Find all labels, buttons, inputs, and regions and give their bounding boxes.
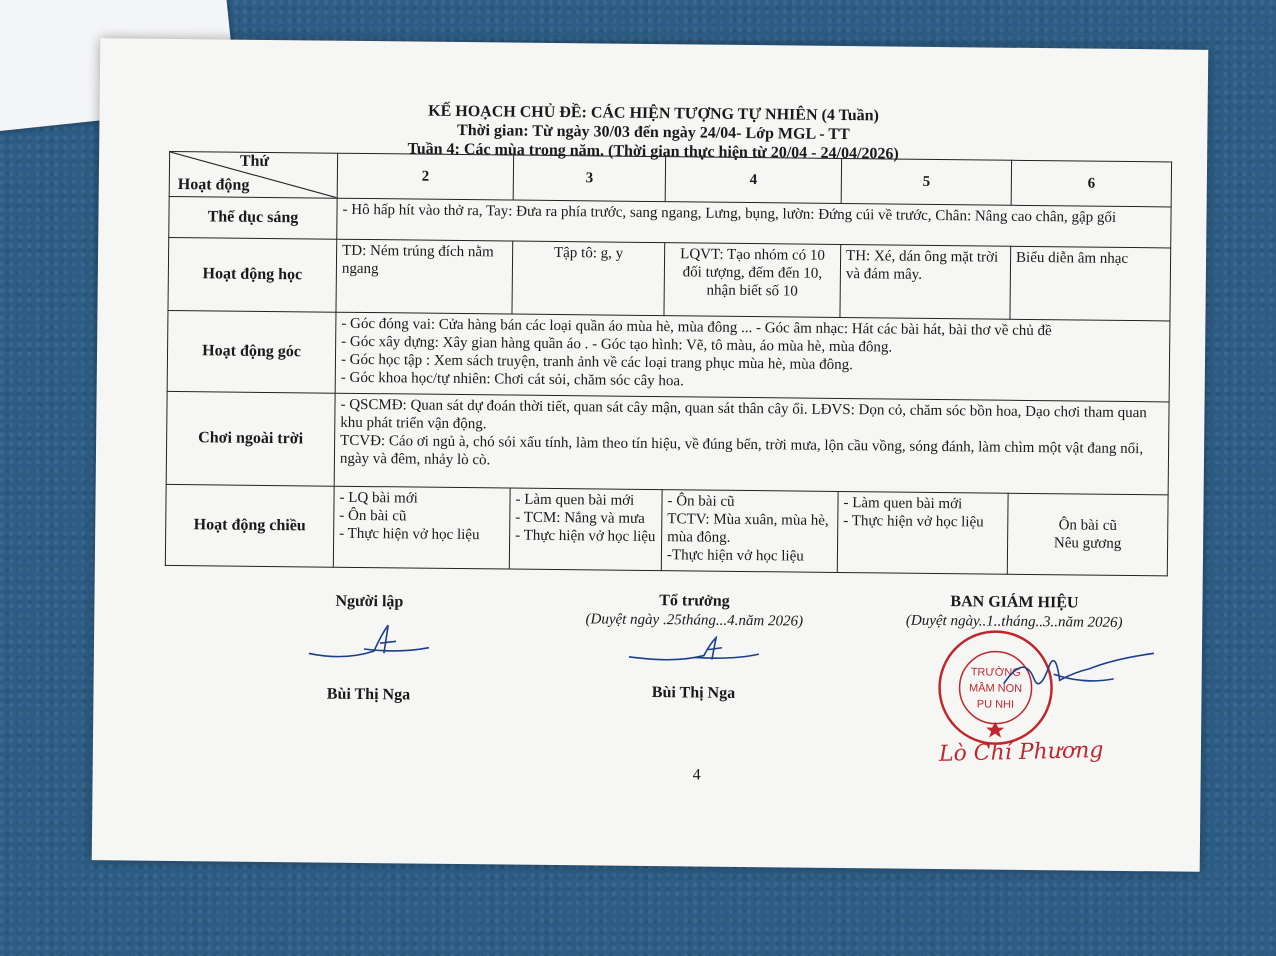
ngoai-troi-line-2: TCVĐ: Cáo ơi ngủ à, chó sói xấu tính, làm theo tín hiệu, về đúng bến, trời mưa, lộn cầu vồng, sóng đánh, làm chìm một vật đang nổi, ngày và đêm, nhảy lò cò.	[339, 432, 1144, 469]
nguoi-lap-name: Bùi Thị Nga	[326, 685, 411, 704]
title-line-3: Tuần 4: Các mùa trong năm. (Thời gian thực hiện từ 20/04 - 24/04/2026)	[407, 140, 899, 163]
title-line-2: Thời gian: Từ ngày 30/03 đến ngày 24/04- Lớp MGL - TT	[457, 121, 850, 144]
hoat-dong-chieu-day-4	[661, 490, 838, 573]
chieu-2-line-2: - Ôn bài cũ	[339, 507, 407, 525]
chieu-3-line-3: - Thực hiện vở học liệu	[515, 527, 656, 546]
chieu-2-line-3: - Thực hiện vở học liệu	[339, 525, 480, 544]
to-truong-approval-date: (Duyệt ngày .25tháng...4.năm 2026)	[585, 611, 804, 630]
hoat-dong-hoc-day-6: Biểu diễn âm nhạc	[1010, 246, 1171, 321]
goc-line-3: - Góc học tập : Xem sách truyện, tranh ảnh về các loại trang phục mùa hè, mùa đông.	[340, 351, 853, 374]
chieu-5-line-1: - Làm quen bài mới	[843, 495, 963, 513]
hoat-dong-goc-content	[335, 312, 1170, 402]
ban-giam-hieu-signature-mark	[993, 644, 1164, 706]
nguoi-lap-title: Người lập	[335, 592, 404, 611]
chieu-4-line-3: -Thực hiện vở học liệu	[666, 547, 804, 565]
corner-label-day: Thứ	[239, 152, 270, 170]
row-label-hoat-dong-chieu: Hoạt động chiều	[165, 484, 334, 567]
ban-giam-hieu-name: Lò Chí Phương	[938, 737, 1104, 767]
chieu-6-line-1: Ôn bài cũ	[1058, 517, 1118, 534]
chieu-3-line-1: - Làm quen bài mới	[515, 491, 635, 509]
stamp-text-line-2: MẦM NON	[968, 682, 1023, 695]
chieu-6-line-2: Nêu gương	[1053, 535, 1122, 552]
hoat-dong-hoc-day-3: Tập tô: g, y	[512, 241, 665, 316]
chieu-2-line-1: - LQ bài mới	[339, 489, 418, 507]
choi-ngoai-troi-content	[334, 393, 1169, 495]
hoat-dong-chieu-day-3	[509, 488, 662, 571]
signature-nguoi-lap	[293, 592, 444, 705]
chieu-5-line-2: - Thực hiện vở học liệu	[843, 513, 984, 531]
ban-giam-hieu-approval-date: (Duyệt ngày..1..tháng..3..năm 2026)	[905, 612, 1123, 631]
ngoai-troi-line-1: - QSCMĐ: Quan sát dự đoán thời tiết, quan sát cây mận, quan sát thân cây ổi. LĐVS: Dọn cỏ, chăm sóc bồn hoa, Dạo chơi tham quan khu phát triển vận động.	[340, 396, 1147, 433]
row-label-choi-ngoai-troi: Chơi ngoài trời	[166, 391, 335, 486]
hoat-dong-chieu-day-2	[333, 486, 510, 569]
chieu-4-line-2: TCTV: Mùa xuân, mùa hè, mùa đông.	[667, 511, 829, 546]
day-header-4: 4	[665, 157, 841, 204]
day-header-6: 6	[1011, 160, 1171, 207]
goc-line-2: - Góc xây dựng: Xây gian hàng quần áo . - Góc tạo hình: Vẽ, tô màu, áo mùa hè, mùa đông.	[341, 333, 893, 356]
goc-line-4: - Góc khoa học/tự nhiên: Chơi cát sỏi, chăm sóc cây hoa.	[340, 369, 684, 390]
hoat-dong-hoc-day-2: TD: Ném trúng đích nằm ngang	[336, 239, 513, 314]
weekly-plan-table	[165, 151, 1172, 576]
stamp-text-line-1: TRƯỜNG	[970, 666, 1021, 679]
hoat-dong-chieu-day-5	[837, 491, 1008, 574]
row-hoat-dong-goc	[167, 310, 1170, 401]
to-truong-name: Bùi Thị Nga	[651, 684, 736, 702]
the-duc-sang-content: - Hô hấp hít vào thở ra, Tay: Đưa ra phía trước, sang ngang, Lưng, bụng, lườn: Đứng cúi về trước, Chân: Nâng cao chân, gập gối	[337, 198, 1171, 248]
row-hoat-dong-hoc	[168, 237, 1171, 320]
header-corner-cell	[169, 151, 337, 198]
to-truong-title: Tổ trưởng	[659, 592, 730, 610]
document-page	[92, 38, 1209, 872]
row-label-the-duc-sang: Thể dục sáng	[169, 196, 337, 239]
corner-label-activity: Hoạt động	[177, 176, 250, 194]
title-line-1: KẾ HOẠCH CHỦ ĐỀ: CÁC HIỆN TƯỢNG TỰ NHIÊN (4 Tuần)	[428, 102, 880, 125]
hoat-dong-hoc-day-5: TH: Xé, dán ông mặt trời và đám mây.	[840, 244, 1011, 319]
day-header-5: 5	[841, 158, 1011, 205]
chieu-3-line-2: - TCM: Nắng và mưa	[515, 509, 645, 527]
page-number: 4	[692, 766, 701, 784]
to-truong-signature-mark	[624, 633, 764, 674]
signature-to-truong	[563, 591, 824, 704]
day-header-2: 2	[337, 153, 513, 200]
nguoi-lap-signature-mark	[304, 618, 435, 669]
row-label-hoat-dong-hoc: Hoạt động học	[168, 237, 337, 312]
row-label-hoat-dong-goc: Hoạt động góc	[167, 310, 336, 393]
row-choi-ngoai-troi	[166, 391, 1169, 494]
goc-line-1: - Góc đóng vai: Cửa hàng bán các loại quần áo mùa hè, mùa đông ... - Góc âm nhạc: Hát các bài hát, bài thơ về chủ đề	[341, 315, 1052, 340]
stamp-text-line-3: PU NHI	[976, 698, 1015, 711]
ban-giam-hieu-title: BAN GIÁM HIỆU	[950, 593, 1079, 612]
chieu-4-line-1: - Ôn bài cũ	[667, 493, 735, 510]
row-hoat-dong-chieu	[165, 484, 1168, 575]
signature-ban-giam-hieu	[894, 593, 1134, 633]
hoat-dong-chieu-day-6	[1007, 493, 1168, 576]
hoat-dong-hoc-day-4: LQVT: Tạo nhóm có 10 đối tượng, đếm đến 10, nhận biết số 10	[664, 243, 841, 318]
day-header-3: 3	[513, 155, 665, 202]
